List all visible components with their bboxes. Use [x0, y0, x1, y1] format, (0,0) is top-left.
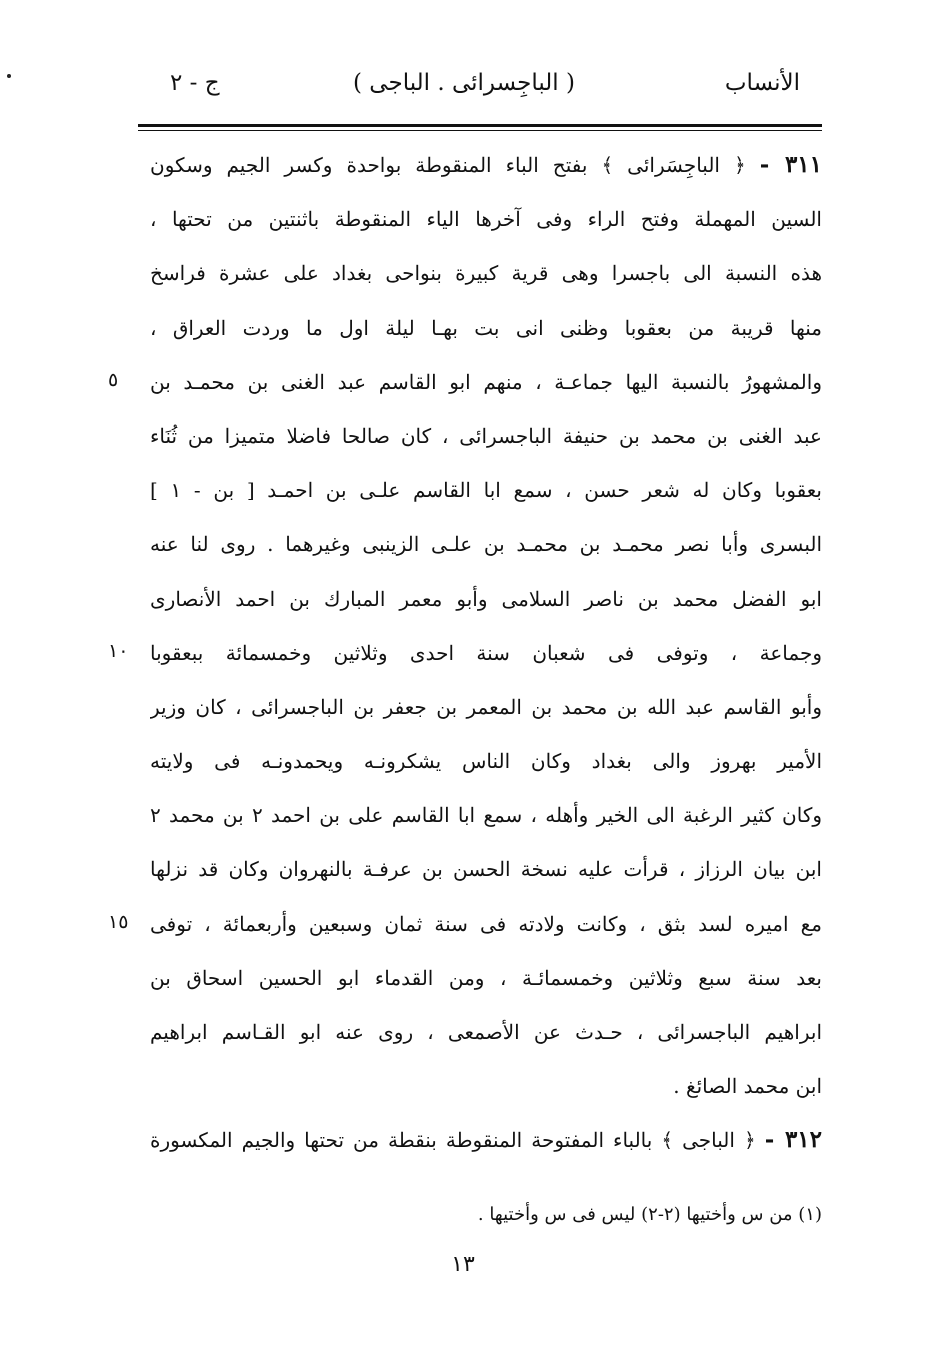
text-line [150, 355, 822, 409]
text-line [150, 788, 822, 842]
running-title: ( الباجِسرائى . الباجى ) [353, 70, 575, 96]
line-text: مع اميره لسد بثق ، وكانت ولادته فى سنة ثمان وسبعين وأربعمائة ، توفى [150, 911, 822, 936]
line-text: ابراهيم الباجسرائى ، حـدث عن الأصمعى ، روى عنه ابو القـاسم ابراهيم [150, 1020, 822, 1044]
entry-number: ٣١٢ - [764, 1126, 822, 1154]
line-text: الأمير بهروز والى بغداد وكان الناس يشكرونـه ويحمدونـه فى ولايته [150, 749, 822, 774]
text-line [150, 734, 822, 788]
volume-label: ج - ٢ [170, 70, 220, 96]
line-counter: ١٠ [108, 639, 129, 662]
text-line [150, 897, 822, 951]
text-line [150, 572, 822, 626]
text-line [150, 1113, 822, 1167]
text-line [150, 463, 822, 517]
text-line [150, 626, 822, 680]
line-text: منها قريبة من بعقوبا وظنى انى بت بهـا ليلة اول ما وردت العراق ، [150, 315, 822, 340]
line-text: والمشهورُ بالنسبة اليها جماعـة ، منهم ابو القاسم عبد الغنى بن محمـد بن [150, 369, 822, 394]
page-number: ١٣ [451, 1252, 475, 1277]
text-line [150, 409, 822, 463]
line-text: وأبو القاسم عبد الله بن محمد بن المعمر بن جعفر بن الباجسرائى ، كان وزير [150, 694, 822, 719]
line-counter: ٥ [108, 368, 119, 391]
text-line [150, 246, 822, 300]
line-text: ابن محمد الصائغ . [673, 1074, 822, 1099]
text-line [150, 1005, 822, 1059]
header-rule-thick [138, 124, 822, 127]
text-line [150, 138, 822, 192]
text-line [150, 680, 822, 734]
book-title: الأنساب [724, 70, 800, 96]
line-text: ﴿ الباجِسَرائى ﴾ بفتح الباء المنقوطة بواحدة وكسر الجيم وسكون [150, 153, 746, 177]
line-counter: ١٥ [108, 910, 129, 933]
entry-number: ٣١١ - [759, 151, 822, 178]
line-text: ابن بيان الرزاز ، قرأت عليه نسخة الحسن بن عرفـة بالنهروان وكان قد نزلها [150, 857, 822, 882]
text-line [150, 301, 822, 355]
line-text: بعقوبا وكان له شعر حسن ، سمع ابا القاسم علـى بن احمـد [ بن - ١ ] [150, 478, 822, 503]
footnote: (١) من س وأختيها (٢-٢) ليس فى س وأختيها . [477, 1204, 822, 1225]
line-text: البسرى وأبا نصر محمـد بن محمـد بن علـى الزينبى وغيرهما . روى لنا عنه [150, 532, 822, 557]
line-text: هذه النسبة الى باجسرا وهى قرية كبيرة بنواحى بغداد على عشرة فراسخ [150, 261, 822, 286]
text-line [150, 1059, 822, 1113]
text-line [150, 517, 822, 571]
text-line [150, 842, 822, 896]
text-line [150, 192, 822, 246]
line-text: وكان كثير الرغبة الى الخير وأهله ، سمع ابا القاسم على بن احمد ٢ بن محمد ٢ [150, 803, 822, 828]
page-header [160, 70, 800, 110]
line-text: عبد الغنى بن محمد بن حنيفة الباجسرائى ، كان صالحا فاضلا متميزا من ثُنَاء [150, 423, 822, 448]
text-line [150, 951, 822, 1005]
body-text [150, 138, 822, 1168]
scan-speck [7, 74, 11, 78]
line-text: وجماعة ، وتوفى فى شعبان سنة احدى وثلاثين وخمسمائة ببعقوبا [150, 640, 822, 665]
line-text: السين المهملة وفتح الراء وفى آخرها الياء المنقوطة باثنتين من تحتها ، [150, 207, 822, 232]
header-rule-thin [138, 130, 822, 131]
line-text: ابو الفضل محمد بن ناصر السلامى وأبو معمر المبارك بن احمد الأنصارى [150, 586, 822, 611]
line-text: بعد سنة سبع وثلاثين وخمسمائـة ، ومن القدماء ابو الحسين اسحاق بن [150, 965, 822, 990]
line-text: ﴿ الباجى ﴾ بالباء المفتوحة المنقوطة بنقطة من تحتها والجيم المكسورة [150, 1128, 756, 1153]
